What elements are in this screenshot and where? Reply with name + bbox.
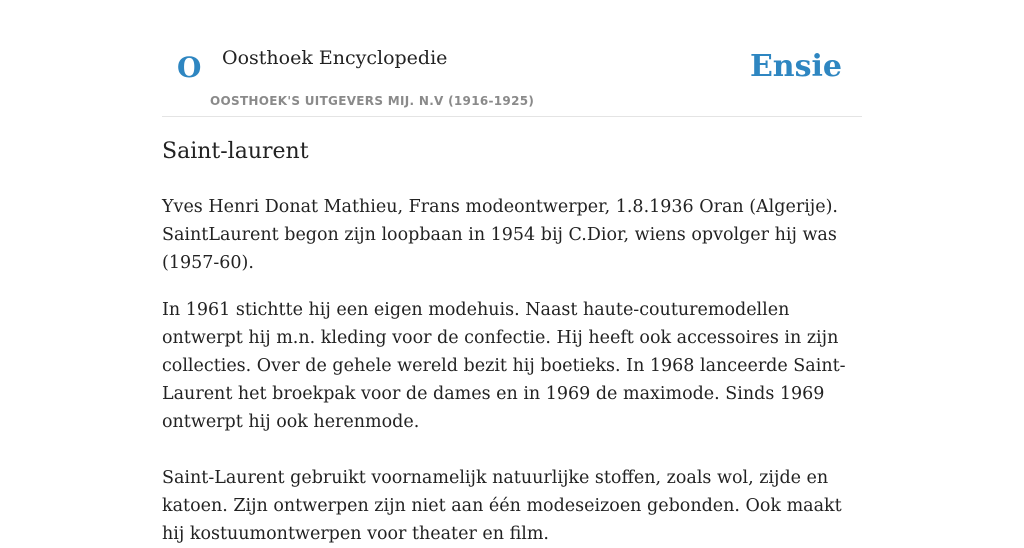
ensie-logo-link[interactable]: Ensie bbox=[749, 49, 842, 84]
article-paragraph-1: Yves Henri Donat Mathieu, Frans modeontwerper, 1.8.1936 Oran (Algerije). SaintLaurent begon zijn loopbaan in 1954 bij C.Dior, wiens opvolger hij was (1957-60). bbox=[162, 196, 838, 273]
article-paragraph-3: Saint-Laurent gebruikt voornamelijk natuurlijke stoffen, zoals wol, zijde en katoen. Zijn ontwerpen zijn niet aan één modeseizoen gebonden. Ook maakt hij kostuumontwerpen voor theater en film. bbox=[162, 467, 842, 544]
source-subtitle: OOSTHOEK'S UITGEVERS MIJ. N.V (1916-1925) bbox=[210, 94, 535, 108]
article bbox=[162, 138, 862, 548]
source-header bbox=[162, 30, 862, 117]
article-paragraph-2: In 1961 stichtte hij een eigen modehuis. Naast haute-couturemodellen ontwerpt hij m.n. kleding voor de confectie. Hij heeft ook accessoires in zijn collecties. Over de gehele wereld bezit hij boetieks. In 1968 lanceerde Saint-Laurent het broekpak voor de dames en in 1969 de maximode. Sinds 1969 ontwerpt hij ook herenmode. bbox=[162, 299, 846, 432]
article-title: Saint-laurent bbox=[162, 139, 309, 164]
source-title[interactable]: Oosthoek Encyclopedie bbox=[222, 47, 448, 69]
source-logo: O bbox=[177, 51, 202, 84]
